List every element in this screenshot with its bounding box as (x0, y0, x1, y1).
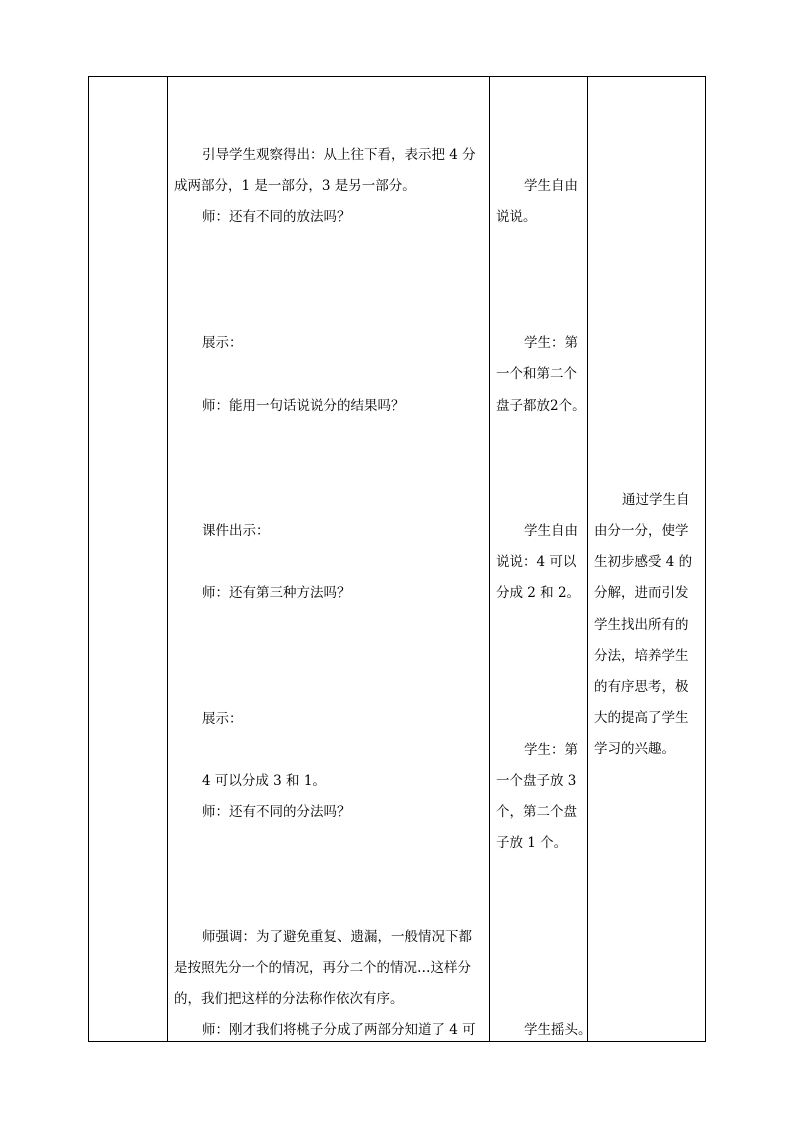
student-line: 一个和第二个 (496, 366, 577, 382)
design-intent-cell (588, 77, 706, 1041)
process-line: 师：还有不同的分法吗？ (202, 804, 351, 820)
student-line: 说说。 (496, 209, 537, 225)
student-line: 学生摇头。 (524, 1022, 592, 1038)
process-line: 成两部分，1 是一部分，3 是另一部分。 (174, 178, 416, 194)
student-line: 个，第二个盘 (496, 804, 577, 820)
intent-line: 学生找出所有的 (594, 617, 689, 633)
process-line: 展示： (202, 711, 243, 727)
student-line: 盘子都放2个。 (496, 398, 586, 414)
student-line: 说说：4 可以 (496, 554, 577, 570)
student-line: 一个盘子放 3 (496, 773, 577, 789)
student-line: 学生：第 (524, 335, 578, 351)
process-line: 师：能用一句话说说分的结果吗？ (202, 398, 405, 414)
student-line: 学生自由 (524, 523, 578, 539)
process-line: 课件出示： (202, 523, 270, 539)
process-line: 师：刚才我们将桃子分成了两部分知道了 4 可 (202, 1022, 476, 1038)
intent-line: 分法，培养学生 (594, 648, 689, 664)
process-line: 4 可以分成 3 和 1。 (202, 773, 326, 789)
intent-line: 生初步感受 4 的 (594, 554, 693, 570)
student-line: 子放 1 个。 (496, 835, 568, 851)
process-line: 师：还有不同的放法吗？ (202, 209, 351, 225)
process-line: 师强调：为了避免重复、遗漏，一般情况下都 (202, 929, 472, 945)
student-line: 学生自由 (524, 178, 578, 194)
intent-line: 大的提高了学生 (594, 710, 689, 726)
student-line: 学生：第 (524, 742, 578, 758)
process-line: 师：还有第三种方法吗？ (202, 585, 351, 601)
lesson-table (88, 76, 706, 1042)
intent-line: 通过学生自 (622, 492, 690, 508)
teaching-process-cell (168, 77, 489, 1041)
intent-line: 由分一分，使学 (594, 523, 689, 539)
process-line: 引导学生观察得出：从上往下看，表示把 4 分 (202, 147, 476, 163)
intent-line: 学习的兴趣。 (594, 741, 675, 757)
process-line: 是按照先分一个的情况，再分二个的情况…这样分 (174, 960, 471, 976)
intent-line: 分解，进而引发 (594, 585, 689, 601)
process-line: 的，我们把这样的分法称作依次有序。 (174, 991, 404, 1007)
student-activity-cell (490, 77, 592, 1041)
student-line: 分成 2 和 2。 (496, 585, 581, 601)
process-line: 展示： (202, 335, 243, 351)
intent-line: 的有序思考，极 (594, 679, 689, 695)
stage-cell (89, 77, 167, 1041)
